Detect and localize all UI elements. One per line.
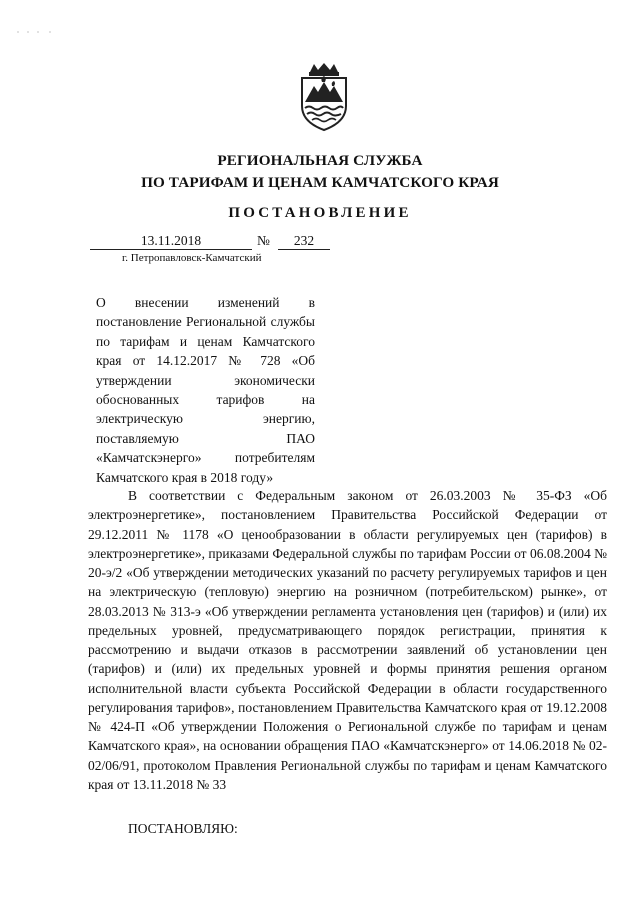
kamchatka-coat-of-arms-icon [296,62,352,132]
document-subject: О внесении изменений в постановление Региональной службы по тарифам и ценам Камчатского края от 14.12.2017 № 728 «Об утверждении экономически обоснованных тарифов на электрическую энергию, поставляемую ПАО «Камчатскэнерго» потребителям Камчатского края в 2018 году» [96,295,315,485]
scan-artifact-dots [16,30,56,34]
document-type: ПОСТАНОВЛЕНИЕ [228,205,412,221]
number-sign: № [257,233,270,248]
organization-name [0,150,640,194]
org-line-1: РЕГИОНАЛЬНАЯ СЛУЖБА [217,152,423,169]
date-number-line [90,233,330,251]
city: г. Петропавловск-Камчатский [122,252,262,264]
body-paragraph: В соответствии с Федеральным законом от 26.03.2003 № 35-ФЗ «Об электроэнергетике», постановлением Правительства Российской Федерации от 29.12.2011 № 1178 «О ценообразовании в области регулируемых цен (тарифов) в электроэнергетике», приказами Федеральной службы по тарифам России от 06.08.2004 № 20-э/2 «Об утверждении методических указаний по расчету регулируемых тарифов и цен на электрическую (тепловую) энергию на розничном (потребительском) рынке», от 28.03.2013 № 313-э «Об утверждении регламента установления цен (тарифов) и (или) их предельных уровней, предусматривающего порядок регистрации, принятия к рассмотрению и выдачи отказов в рассмотрении заявлений об установлении цен (тарифов) и (или) их предельных уровней и формы принятия решения органом исполнительной власти субъекта Российской Федерации в области государственного регулирования тарифов», постановлением Правительства Камчатского края от 19.12.2008 № 424-П «Об утверждении Положения о Региональной службе по тарифам и ценам Камчатского края», на основании обращения ПАО «Камчатскэнерго» от 14.06.2018 № 02-02/06/91, протоколом Правления Региональной службы по тарифам и ценам Камчатского края от 13.11.2018 № 33 [88,488,607,792]
document-number: 232 [278,233,330,250]
resolve-heading: ПОСТАНОВЛЯЮ: [128,821,238,836]
document-date: 13.11.2018 [90,233,252,250]
org-line-2: ПО ТАРИФАМ И ЦЕНАМ КАМЧАТСКОГО КРАЯ [141,174,499,191]
